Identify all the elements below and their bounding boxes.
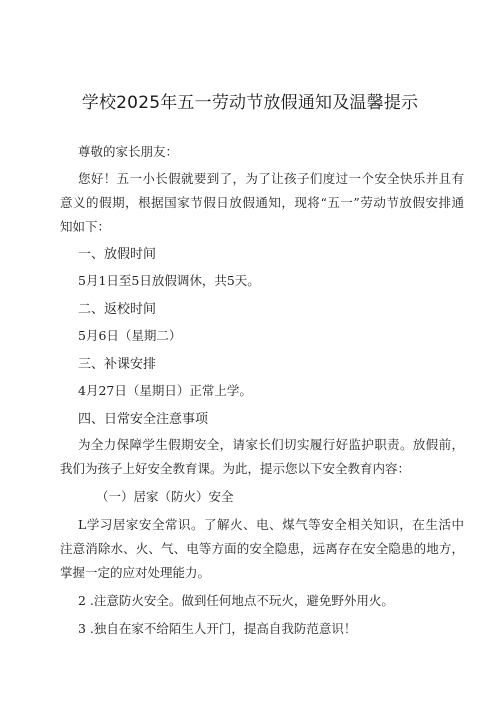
safety-item-3: 3 .独自在家不给陌生人开门，提高自我防范意识！ [78,621,357,636]
section-body-return-time: 5月6日（星期二） [78,328,182,343]
intro-line-2: 意义的假期，根据国家节假日放假通知，现将“五一”劳动节放假安排通 [60,195,464,210]
safety-item-1-line-1: L学习居家安全常识。了解火、电、煤气等安全相关知识，在生活中 [78,517,464,532]
intro-line-1: 您好！五一小长假就要到了，为了让孩子们度过一个安全快乐并且有 [78,171,464,186]
section-heading-makeup-class: 三、补课安排 [78,357,157,372]
greeting: 尊敬的家长朋友： [78,144,179,159]
safety-item-2: 2 .注意防火安全。做到任何地点不玩火，避免野外用火。 [78,593,394,608]
safety-subheading-home: （一）居家（防火）安全 [96,489,234,504]
safety-intro-line-2: 我们为孩子上好安全教育课。为此，提示您以下安全教育内容： [60,461,411,476]
section-heading-safety: 四、日常安全注意事项 [78,412,209,427]
intro-line-3: 知如下： [60,219,111,234]
safety-item-1-line-2: 注意消除水、火、气、电等方面的安全隐患，远离存在安全隐患的地方， [60,541,464,556]
section-heading-return-time: 二、返校时间 [78,302,157,317]
safety-item-1-line-3: 掌握一定的应对处理能力。 [60,565,211,580]
section-heading-holiday-time: 一、放假时间 [78,247,157,262]
safety-intro-line-1: 为全力保障学生假期安全，请家长们切实履行好监护职责。放假前， [78,437,464,452]
document-title: 学校2025年五一劳动节放假通知及温馨提示 [81,93,419,113]
section-body-makeup-class: 4月27日（星期日）正常上学。 [78,383,252,398]
section-body-holiday-time: 5月1日至5日放假调休，共5天。 [78,273,260,288]
